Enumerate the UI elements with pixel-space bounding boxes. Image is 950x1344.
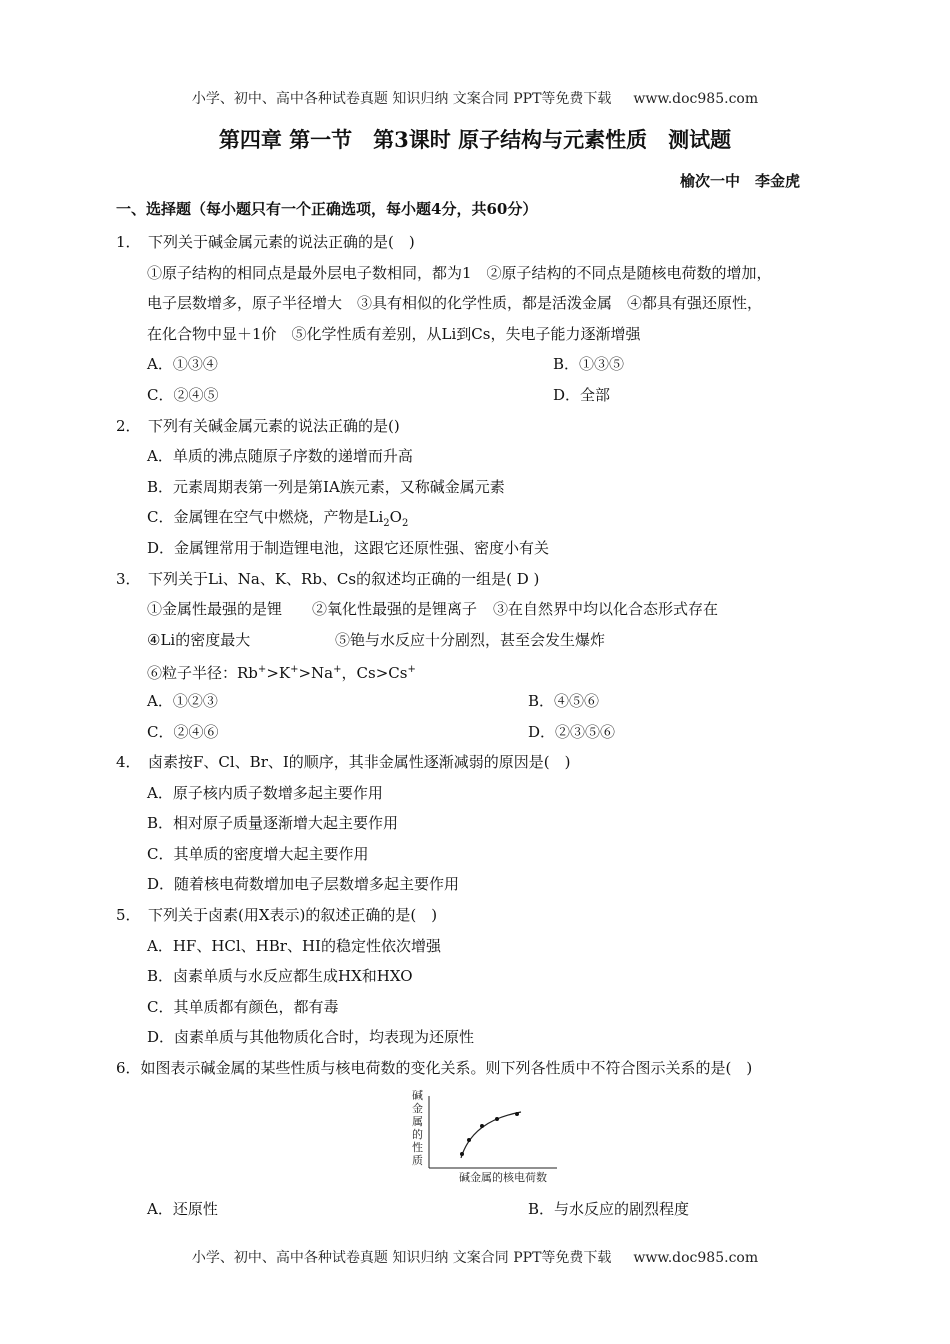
formula-li2o2: $Li_2O_2$ [368,508,409,530]
statement-5: ⑤铯与水反应十分剧烈，甚至会发生爆炸 [335,630,606,649]
question-number: 1． [116,233,141,251]
option-a[interactable]: A．原子核内质子数增多起主要作用 [147,783,383,802]
option-d[interactable]: D．全部 [553,385,611,404]
ylabel-char: 碱 [411,1088,423,1102]
option-b[interactable]: B．元素周期表第一列是第ⅠA族元素，又称碱金属元素 [147,477,505,496]
ylabel-char: 属 [411,1114,423,1128]
property-trend-figure [116,1084,861,1194]
author: 榆次一中 李金虎 [679,172,800,190]
option-c[interactable]: C．其单质的密度增大起主要作用 [147,844,369,863]
question-number: 4． [116,753,141,772]
trend-chart [409,1088,569,1184]
question-2 [116,411,861,564]
statement-line [116,625,861,656]
trend-curve [461,1112,521,1158]
option-b[interactable]: B．相对原子质量逐渐增大起主要作用 [147,814,399,833]
option-d[interactable]: D．卤素单质与其他物质化合时，均表现为还原性 [147,1028,475,1047]
data-point [467,1138,471,1142]
banner-text: 小学、初中、高中各种试卷真题 知识归纳 文案合同 PPT等免费下载 [191,91,612,107]
ylabel-char: 质 [411,1153,423,1167]
header-banner [0,88,950,108]
statement-line: 电子层数增多，原子半径增大 ③具有相似的化学性质，都是活泼金属 ④都具有强还原性， [147,294,763,313]
question-4 [116,747,861,900]
question-number: 6． [116,1059,141,1078]
statement-1: ①金属性最强的是锂 [147,600,283,619]
statement-2: ②氧化性最强的是锂离子 [312,600,478,619]
data-point [495,1117,499,1121]
option-c[interactable]: C．其单质都有颜色，都有毒 [147,997,339,1016]
statement-3: ③在自然界中均以化合态形式存在 [493,600,719,619]
option-a[interactable]: A．还原性 [147,1199,218,1218]
question-1 [116,227,861,411]
question-stem: 下列有关碱金属元素的说法正确的是() [148,416,400,435]
banner-text: 小学、初中、高中各种试卷真题 知识归纳 文案合同 PPT等免费下载 [191,1250,612,1266]
option-c[interactable]: C．②④⑤ [147,385,219,404]
option-a[interactable]: A．单质的沸点随原子序数的递增而升高 [147,447,413,466]
option-a[interactable]: A．HF、HCl、HBr、HI的稳定性依次增强 [147,936,441,955]
question-list [116,227,861,1224]
ylabel-char: 的 [411,1127,423,1141]
ylabel-char: 性 [411,1140,423,1154]
option-c[interactable]: C．②④⑥ [147,722,219,741]
option-b[interactable]: B．①③⑤ [553,355,625,374]
statement-line: ①原子结构的相同点是最外层电子数相同，都为1 ②原子结构的不同点是随核电荷数的增加， [147,263,772,282]
option-c[interactable] [116,502,861,533]
page-title: 第四章 第一节 第3课时 原子结构与元素性质 测试题 [218,127,732,152]
statement-4: ④Li的密度最大 [147,630,251,649]
data-point [515,1112,519,1116]
ylabel-char: 金 [411,1101,423,1115]
question-stem: 下列关于卤素(用X表示)的叙述正确的是( ) [148,906,438,925]
option-b[interactable]: B．④⑤⑥ [528,691,600,710]
option-d[interactable]: D．金属锂常用于制造锂电池，这跟它还原性强、密度小有关 [147,538,550,557]
option-b[interactable]: B．与水反应的剧烈程度 [528,1199,690,1218]
statement-line: 在化合物中显＋1价 ⑤化学性质有差别，从Li到Cs，失电子能力逐渐增强 [147,324,641,343]
option-d[interactable]: D．随着核电荷数增加电子层数增多起主要作用 [147,875,460,894]
question-stem: 下列关于Li、Na、K、Rb、Cs的叙述均正确的一组是( D ) [148,569,540,588]
question-6 [116,1053,861,1224]
statement-line [116,594,861,625]
banner-url[interactable]: www.doc985.com [633,91,759,107]
footer-banner [0,1247,950,1267]
option-text: C．金属锂在空气中燃烧，产物是 [147,508,369,527]
data-point [460,1152,464,1156]
question-stem: 如图表示碱金属的某些性质与核电荷数的变化关系。则下列各性质中不符合图示关系的是( ) [140,1059,753,1078]
xlabel: 碱金属的核电荷数 [458,1170,547,1184]
question-number: 5． [116,906,141,925]
question-stem: 卤素按F、Cl、Br、I的顺序，其非金属性逐渐减弱的原因是( ) [148,753,571,772]
data-point [480,1124,484,1128]
question-number: 3． [116,569,141,588]
option-d[interactable]: D．②③⑤⑥ [528,722,616,741]
option-a[interactable]: A．①③④ [147,355,218,374]
option-a[interactable]: A．①②③ [147,691,218,710]
statement-6: ⑥粒子半径：Rb+>K+>Na+，Cs>Cs+ [147,664,416,683]
question-3 [116,564,861,748]
banner-url[interactable]: www.doc985.com [633,1250,759,1266]
option-b[interactable]: B．卤素单质与水反应都生成HX和HXO [147,967,413,986]
section-heading: 一、选择题（每小题只有一个正确选项，每小题4分，共60分） [116,200,538,218]
question-stem: 下列关于碱金属元素的说法正确的是( ) [148,233,415,251]
question-5 [116,900,861,1053]
question-number: 2． [116,416,141,435]
